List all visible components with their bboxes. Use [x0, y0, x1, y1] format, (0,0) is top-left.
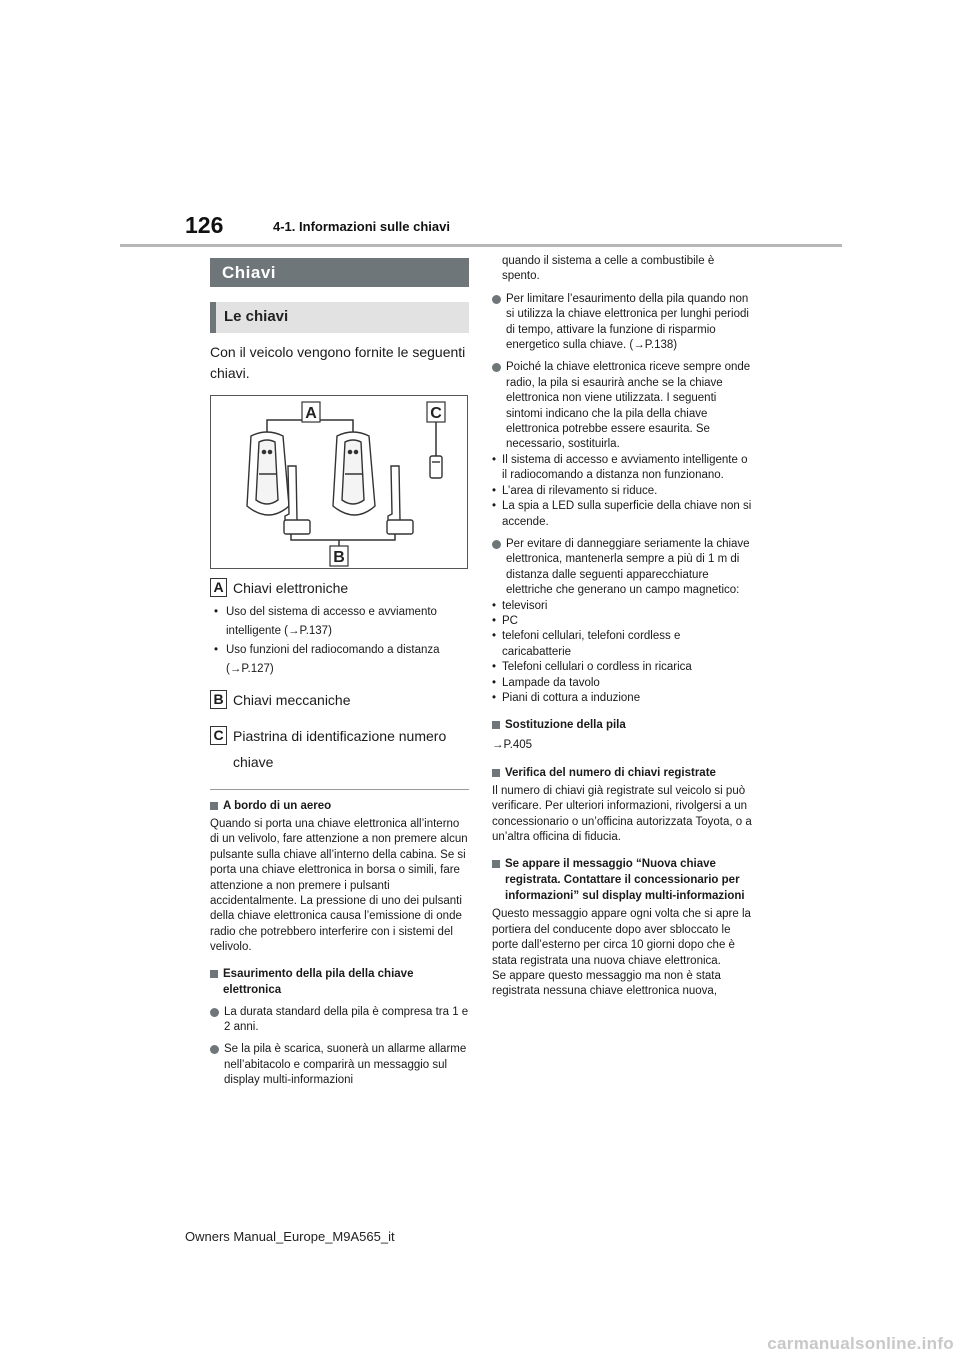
- keys-illustration: [210, 395, 468, 569]
- legend-a-letter: A: [210, 578, 227, 597]
- note-message-heading: [492, 856, 752, 904]
- mechanical-key-2: [387, 466, 413, 534]
- note-aircraft-text: Quando si porta una chiave elettronica all’interno di un velivolo, fare attenzione a non premere alcun pulsante sulla chiave all’interno della cabina. Se si porta una chiave elettronica in borsa o simili, fare attenzione a non premere i pulsanti accidentalmente. La pressione di uno dei pulsanti della chiave elettronica causa l’emissione di onde radio che potrebbero interferire con i sistemi del velivolo.: [210, 818, 468, 954]
- callout-b: [330, 546, 348, 566]
- symptom-list: • Il sistema di accesso e avviamento intelligente o il radiocomando a distanza non funzionano. • L’area di rilevamento si riduce. • La spia a LED sulla superficie della chiave non si accende.: [492, 453, 752, 530]
- section-header: 4-1. Informazioni sulle chiavi: [273, 219, 450, 234]
- symptom-item: L’area di rilevamento si riduce.: [502, 484, 658, 497]
- battery-bullet-4: [492, 360, 752, 452]
- legend-a-details: • Uso del sistema di accesso e avviamento intelligente (→P.137) • Uso funzioni del radiocomando a distanza (→P.127): [214, 603, 469, 679]
- note-count-title: Verifica del numero di chiavi registrate: [505, 766, 716, 779]
- legend-b-label: Chiavi meccaniche: [233, 692, 351, 708]
- header-rule: [120, 244, 842, 247]
- subsection-banner: Le chiavi: [210, 302, 469, 333]
- device-item: Telefoni cellulari o cordless in ricarica: [502, 661, 692, 674]
- electronic-key-2: [333, 432, 375, 515]
- legend-c-cont: [210, 749, 469, 775]
- battery-bullet-1-text: La durata standard della pila è compresa tra 1 e 2 anni.: [224, 1005, 469, 1034]
- callout-a: [302, 402, 320, 422]
- legend-a: [210, 575, 469, 601]
- battery-bullet-4-text: Poiché la chiave elettronica riceve sempre onde radio, la pila si esaurirà anche se la chiave elettronica non viene utilizzata. I seguenti sintomi indicano che la pila della chiave elettronica potrebbe essere esaurita. Se necessario, sostituirla.: [506, 361, 751, 451]
- device-item: Lampade da tavolo: [502, 676, 600, 689]
- battery-bullet-5: [492, 537, 752, 599]
- legend-c-label: Piastrina di identificazione numero: [233, 728, 447, 744]
- note-message-text-1: Questo messaggio appare ogni volta che si apre la portiera del conducente dopo aver sbloccato le porte dall’esterno per circa 10 giorni dopo che è stata registrata una nuova chiave elettronica.: [492, 908, 751, 967]
- detail-1-cont: intelligente (→P.137): [226, 625, 332, 637]
- callout-b-text: B: [333, 549, 345, 566]
- note-battery-heading: [210, 966, 469, 998]
- battery-bullet-3: [492, 292, 752, 354]
- note-battery-title: Esaurimento della pila della chiave elettronica: [223, 967, 414, 996]
- intro-text: Con il veicolo vengono fornite le seguenti chiavi.: [210, 344, 466, 381]
- detail-2: Uso funzioni del radiocomando a distanza: [226, 644, 440, 656]
- note-aircraft-heading: [210, 798, 469, 814]
- symptom-item: La spia a LED sulla superficie della chiave non si accende.: [502, 500, 752, 528]
- legend-a-label: Chiavi elettroniche: [233, 580, 349, 596]
- device-list: • televisori • PC • telefoni cellulari, telefoni cordless e caricabatterie • Telefoni cellulari o cordless in ricarica • Lampade da tavolo • Piani di cottura a induzione: [492, 599, 752, 707]
- legend-b-letter: B: [210, 690, 227, 709]
- battery-bullet-2: [210, 1042, 469, 1088]
- legend-b: [210, 687, 469, 713]
- callout-a-text: A: [305, 405, 317, 422]
- electronic-key-1: [247, 432, 289, 515]
- note-message-title: Se appare il messaggio “Nuova chiave registrata. Contattare il concessionario per informazioni” sul display multi-informazioni: [505, 858, 745, 903]
- legend-c: [210, 723, 469, 749]
- right-column: [492, 254, 752, 1000]
- callout-c: [427, 402, 445, 422]
- note-aircraft-title: A bordo di un aereo: [223, 800, 332, 812]
- device-item: televisori: [502, 599, 548, 612]
- battery-bullet-2-text: Se la pila è scarica, suonerà un allarme allarme nell’abitacolo e comparirà un messaggio sul display multi-informazioni: [224, 1043, 467, 1087]
- footer: Owners Manual_Europe_M9A565_it: [185, 1229, 395, 1244]
- note-count-heading: [492, 765, 752, 781]
- legend-c-label-2: chiave: [233, 754, 274, 770]
- note-divider: [210, 789, 469, 790]
- device-item: telefoni cellulari, telefoni cordless e caricabatterie: [502, 630, 681, 658]
- note-count-text: Il numero di chiavi già registrate sul veicolo si può verificare. Per ulteriori informazioni, rivolgersi a un concessionario o un’officina autorizzata Toyota, o a un’altra officina di fiducia.: [492, 784, 752, 843]
- detail-2-cont: (→P.127): [226, 663, 274, 675]
- battery-bullet-1: [210, 1005, 469, 1036]
- note-message-text-2: Se appare questo messaggio ma non è stata registrata nessuna chiave elettronica nuova,: [492, 970, 721, 998]
- watermark: carmanualsonline.info: [767, 1334, 954, 1353]
- device-item: Piani di cottura a induzione: [502, 691, 641, 704]
- symptom-item: Il sistema di accesso e avviamento intelligente o il radiocomando a distanza non funzionano.: [502, 453, 748, 482]
- battery-bullet-2-cont: quando il sistema a celle a combustibile è spento.: [502, 255, 715, 283]
- key-number-plate: [430, 456, 442, 478]
- callout-c-text: C: [430, 405, 442, 422]
- chapter-banner: Chiavi: [210, 258, 469, 287]
- battery-bullet-5-text: Per evitare di danneggiare seriamente la chiave elettronica, mantenerla sempre a più di 1 m di distanza dalle seguenti apparecchiature elettriche che generano un campo magnetico:: [506, 537, 750, 597]
- device-item: PC: [502, 614, 518, 627]
- battery-bullet-3-text: Per limitare l’esaurimento della pila quando non si utilizza la chiave elettronica per lunghi periodi di tempo, attivare la funzione di risparmio energetico sulla chiave. (→P.138): [506, 292, 749, 352]
- note-replace-title: Sostituzione della pila: [505, 719, 626, 732]
- left-column: [210, 258, 469, 1089]
- note-replace-link[interactable]: →P.405: [492, 739, 533, 752]
- note-replace-heading: [492, 717, 752, 733]
- legend-c-letter: C: [210, 726, 227, 745]
- page-number: 126: [185, 212, 224, 238]
- detail-1: Uso del sistema di accesso e avviamento: [226, 606, 437, 618]
